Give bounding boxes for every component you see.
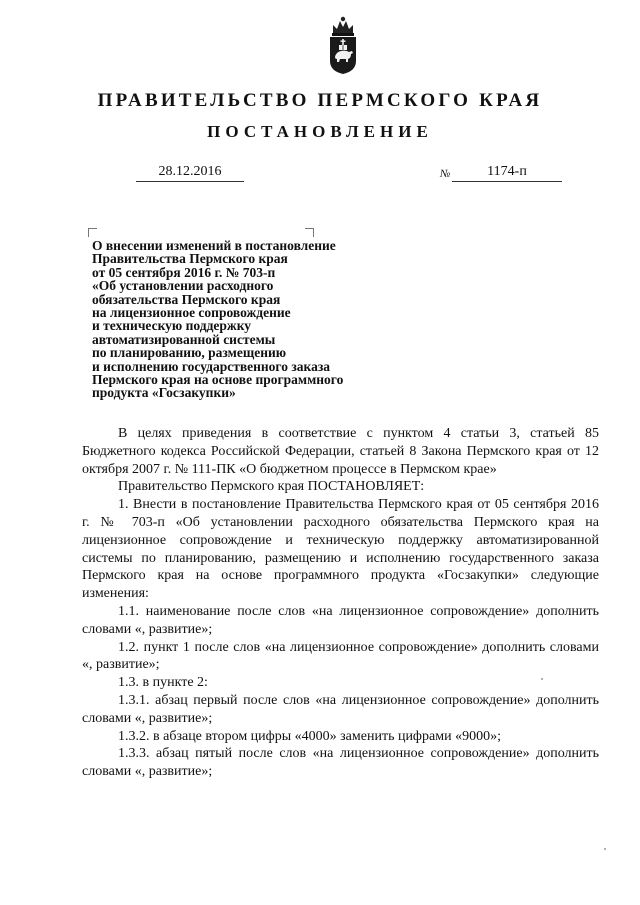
perm-krai-coat-of-arms-icon — [326, 14, 360, 76]
subject-bracket-left — [88, 228, 97, 237]
document-subject: О внесении изменений в постановление Правительства Пермского края от 05 сентября 2016 г. № 703-п «Об установлении расходного обязательства Пермского края на лицензионное сопровождение и техническую поддержку автоматизированной системы по планированию, размещению и исполнению государственного заказа Пермского края на основе программного продукта «Госзакупки» — [92, 238, 344, 401]
body-paragraph-preamble: В целях приведения в соответствие с пунктом 4 статьи 3, статьей 85 Бюджетного кодекса Российской Федерации, статьей 8 Закона Пермского края от 12 октября 2007 г. № 111-ПК «О бюджетном процессе в Пермском крае» — [82, 426, 599, 477]
document-number: 1174-п — [452, 163, 562, 182]
body-paragraph-item-1-3-1: 1.3.1. абзац первый после слов «на лицензионное сопровождение» дополнить словами «, развитие»; — [82, 692, 599, 726]
document-body — [82, 425, 599, 781]
body-paragraph-item-1: 1. Внести в постановление Правительства Пермского края от 05 сентября 2016 г. № 703-п «Об установлении расходного обязательства Пермского края на лицензионное сопровождение и техническую поддержку автоматизированной системы по планированию, размещению и исполнению государственного заказа Пермского края на основе программного продукта «Госзакупки» следующие изменения: — [82, 497, 599, 602]
organization-title: ПРАВИТЕЛЬСТВО ПЕРМСКОГО КРАЯ — [97, 90, 543, 111]
body-paragraph-item-1-1: 1.1. наименование после слов «на лицензионное сопровождение» дополнить словами «, развитие»; — [82, 603, 599, 637]
body-paragraph-item-1-3-3: 1.3.3. абзац пятый после слов «на лицензионное сопровождение» дополнить словами «, развитие»; — [82, 746, 599, 780]
body-paragraph-item-1-3-2: 1.3.2. в абзаце втором цифры «4000» заменить цифрами «9000»; — [118, 728, 501, 744]
document-type-heading: ПОСТАНОВЛЕНИЕ — [207, 122, 433, 141]
body-paragraph-item-1-2: 1.2. пункт 1 после слов «на лицензионное сопровождение» дополнить словами «, развитие»; — [82, 639, 599, 673]
body-paragraph-resolution: Правительство Пермского края ПОСТАНОВЛЯЕТ: — [118, 479, 425, 495]
number-sign: № — [440, 168, 451, 180]
scan-speck — [604, 848, 606, 850]
body-paragraph-item-1-3: 1.3. в пункте 2: — [118, 675, 208, 691]
scan-speck — [541, 678, 543, 680]
document-date: 28.12.2016 — [136, 163, 244, 182]
subject-bracket-right — [305, 228, 314, 237]
